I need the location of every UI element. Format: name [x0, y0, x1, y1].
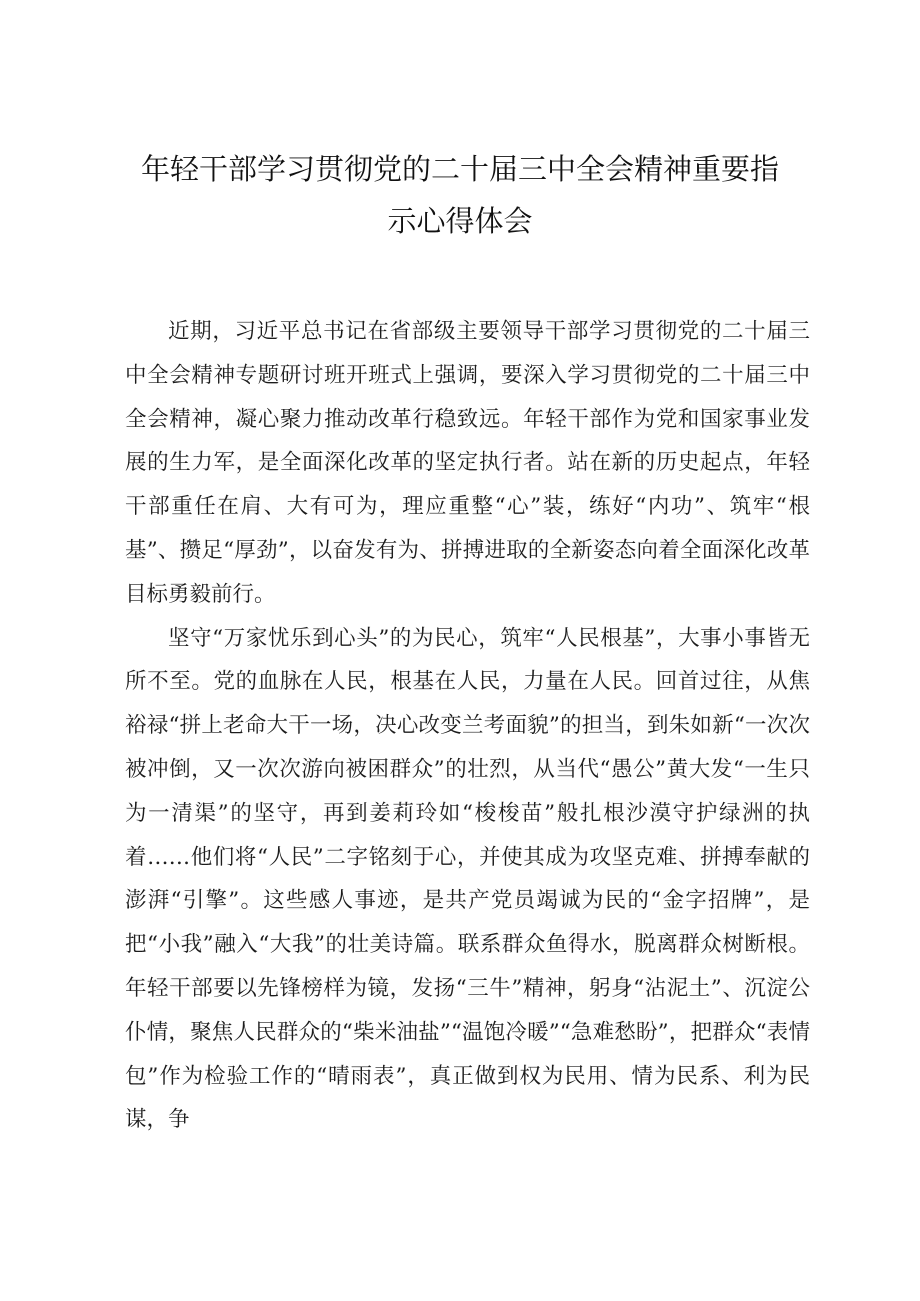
paragraph-people-first: 坚守“万家忧乐到心头”的为民心，筑牢“人民根基”，大事小事皆无所不至。党的血脉在人民，根基在人民，力量在人民。回首过往，从焦裕禄“拼上老命大干一场，决心改变兰考面貌”的担当，到朱如新“一次次被冲倒，又一次次游向被困群众”的壮烈，从当代“愚公”黄大发“一生只为一清渠”的坚守，再到姜莉玲如“梭梭苗”般扎根沙漠守护绿洲的执着……他们将“人民”二字铭刻于心，并使其成为攻坚克难、拼搏奉献的澎湃“引擎”。这些感人事迹，是共产党员竭诚为民的“金字招牌”，是把“小我”融入“大我”的壮美诗篇。联系群众鱼得水，脱离群众树断根。年轻干部要以先锋榜样为镜，发扬“三牛”精神，躬身“沾泥土”、沉淀公仆情，聚焦人民群众的“柴米油盐”“温饱冷暖”“急难愁盼”，把群众“表情包”作为检验工作的“晴雨表”，真正做到权为民用、情为民系、利为民谋，争 [125, 625, 810, 1133]
paragraph-intro: 近期，习近平总书记在省部级主要领导干部学习贯彻党的二十届三中全会精神专题研讨班开班式上强调，要深入学习贯彻党的二十届三中全会精神，凝心聚力推动改革行稳致远。年轻干部作为党和国家事业发展的生力军，是全面深化改革的坚定执行者。站在新的历史起点，年轻干部重任在肩、大有可为，理应重整“心”装，练好“内功”、筑牢“根基”、攒足“厚劲”，以奋发有为、拼搏进取的全新姿态向着全面深化改革目标勇毅前行。 [125, 319, 810, 607]
document-title: 年轻干部学习贯彻党的二十届三中全会精神重要指示心得体会 [140, 152, 779, 238]
document-body [125, 310, 810, 1142]
